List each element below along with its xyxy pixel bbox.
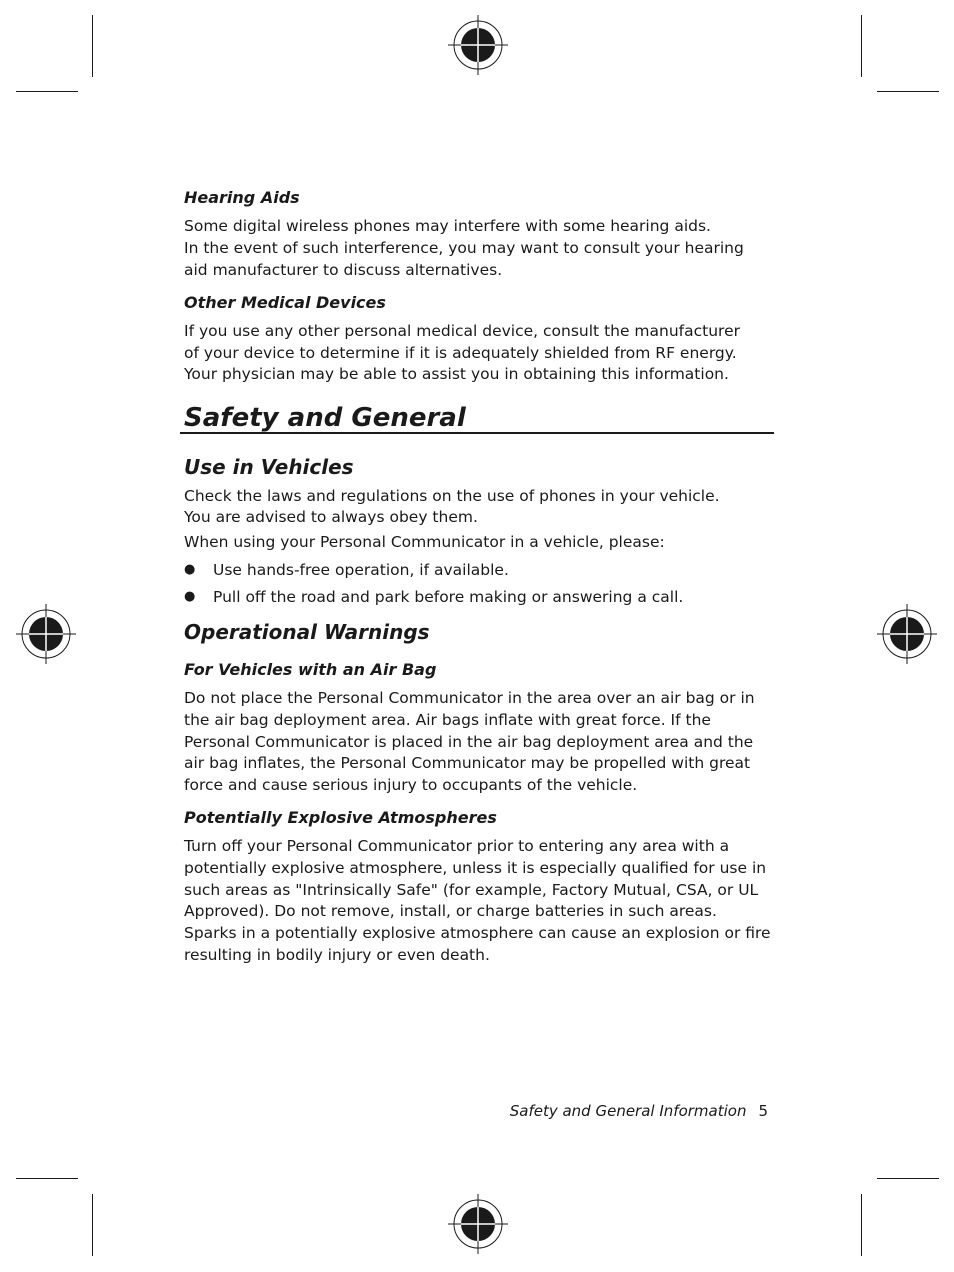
bullet-icon: ● [184, 589, 196, 604]
crop-mark [92, 15, 93, 77]
explosive-heading: Potentially Explosive Atmospheres [184, 808, 497, 827]
page-number: 5 [758, 1102, 768, 1120]
page-footer [510, 1102, 768, 1120]
explosive-text: Turn off your Personal Communicator prior to entering any area with a potentially explosive atmosphere, unless it is especially qualified for use in such areas as "Intrinsically Safe" (for example, Factory Mutual, CSA, or UL Approved). Do not remove, install, or charge batteries in such areas. Sparks in a potentially explosive atmosphere can cause an explosion or fire resulting in bodily injury or even death. [184, 837, 771, 964]
crop-mark [92, 1194, 93, 1256]
crop-mark [16, 1178, 78, 1179]
other-medical-heading: Other Medical Devices [184, 293, 386, 312]
other-medical-text-1: If you use any other personal medical device, consult the manufacturer of your device to determine if it is adequately shielded from RF energy. [184, 322, 740, 362]
crop-mark [16, 91, 78, 92]
hearing-aids-text-1: Some digital wireless phones may interfere with some hearing aids. [184, 217, 711, 235]
registration-mark-icon [447, 14, 509, 76]
other-medical-text-2: Your physician may be able to assist you in obtaining this information. [184, 365, 729, 383]
heading-rule [180, 432, 774, 434]
registration-mark-icon [15, 603, 77, 665]
registration-mark-icon [876, 603, 938, 665]
crop-mark [861, 1194, 862, 1256]
registration-mark-icon [447, 1193, 509, 1255]
footer-label: Safety and General Information [509, 1102, 747, 1120]
list-item-text: Pull off the road and park before making or answering a call. [213, 588, 684, 606]
section-heading: Safety and General [184, 403, 466, 433]
crop-mark [861, 15, 862, 77]
hearing-aids-heading: Hearing Aids [184, 188, 300, 207]
list-item-text: Use hands-free operation, if available. [213, 561, 509, 579]
warnings-heading: Operational Warnings [184, 620, 430, 644]
airbag-heading: For Vehicles with an Air Bag [184, 660, 437, 679]
vehicles-text-3: When using your Personal Communicator in a vehicle, please: [184, 533, 665, 551]
vehicles-text-1: Check the laws and regulations on the use of phones in your vehicle. [184, 487, 720, 505]
vehicles-text-2: You are advised to always obey them. [184, 508, 478, 526]
crop-mark [877, 1178, 939, 1179]
crop-mark [877, 91, 939, 92]
bullet-icon: ● [184, 562, 196, 577]
airbag-text: Do not place the Personal Communicator in the area over an air bag or in the air bag deployment area. Air bags inflate with great force. If the Personal Communicator is placed in the air bag deployment area and the air bag inflates, the Personal Communicator may be propelled with great force and cause serious injury to occupants of the vehicle. [184, 689, 755, 795]
hearing-aids-text-2: In the event of such interference, you may want to consult your hearing aid manufacturer to discuss alternatives. [184, 239, 744, 279]
vehicles-heading: Use in Vehicles [184, 455, 354, 479]
